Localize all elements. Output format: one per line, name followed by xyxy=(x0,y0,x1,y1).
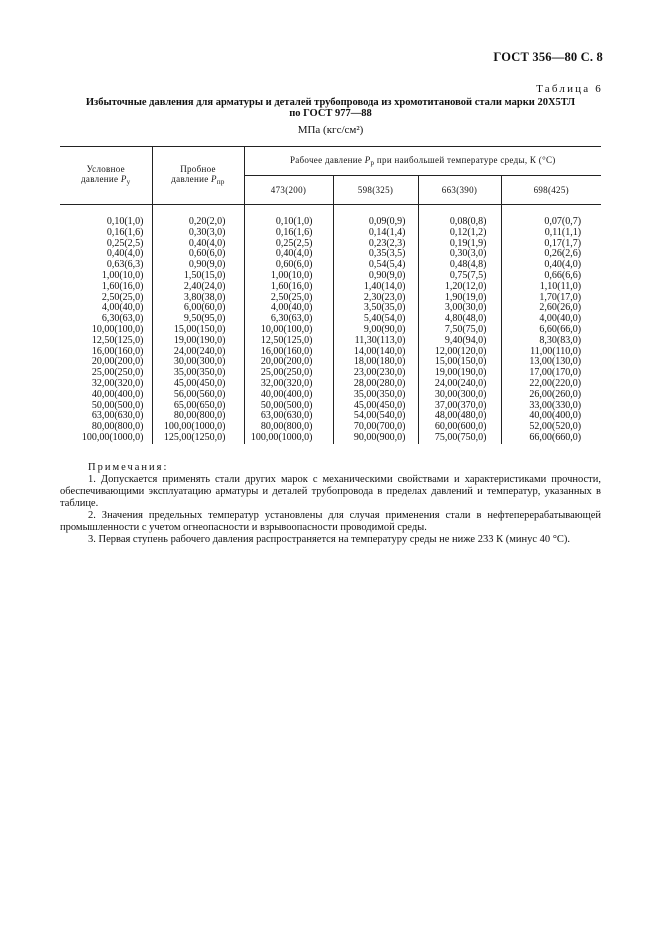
cell-nominal-pressure: 12,50(125,0) xyxy=(91,334,144,346)
cell-nominal-pressure: 4,00(40,0) xyxy=(101,302,144,314)
cell-working-pressure-663: 60,00(600,0) xyxy=(418,422,501,433)
cell-nominal-pressure: 40,00(400,0) xyxy=(91,388,144,400)
cell-working-pressure-473: 1,00(10,0) xyxy=(244,271,333,282)
cell-working-pressure-698: 40,00(400,0) xyxy=(501,411,601,422)
header-working-pressure-symbol: P xyxy=(364,154,371,165)
cell-test-pressure: 0,40(4,0) xyxy=(152,239,244,250)
cell-working-pressure-698: 52,00(520,0) xyxy=(501,422,601,433)
cell-working-pressure-698: 4,00(40,0) xyxy=(501,314,601,325)
cell-working-pressure-698: 6,60(66,0) xyxy=(501,325,601,336)
cell-test-pressure: 125,00(1250,0) xyxy=(152,433,244,444)
cell-working-pressure-473: 6,30(63,0) xyxy=(244,314,333,325)
cell-working-pressure-663: 1,90(19,0) xyxy=(418,293,501,304)
cell-nominal-pressure: 0,10(1,0) xyxy=(106,216,144,227)
cell-working-pressure-598: 14,00(140,0) xyxy=(333,347,418,358)
cell-test-pressure: 30,00(300,0) xyxy=(152,357,244,368)
cell-working-pressure-698: 0,26(2,6) xyxy=(501,249,601,260)
cell-working-pressure-473: 10,00(100,0) xyxy=(244,325,333,336)
header-temperature-3: 663(390) xyxy=(418,176,501,205)
cell-test-pressure: 3,80(38,0) xyxy=(152,293,244,304)
cell-test-pressure: 2,40(24,0) xyxy=(152,282,244,293)
page-header-standard: ГОСТ 356—80 С. 8 xyxy=(493,50,603,64)
cell-working-pressure-598: 23,00(230,0) xyxy=(333,368,418,379)
cell-working-pressure-473: 4,00(40,0) xyxy=(244,303,333,314)
cell-working-pressure-473: 0,40(4,0) xyxy=(244,249,333,260)
cell-working-pressure-473: 0,16(1,6) xyxy=(244,228,333,239)
table-title-line-2: по ГОСТ 977—88 xyxy=(289,108,372,119)
cell-nominal-pressure: 16,00(160,0) xyxy=(91,345,144,357)
cell-working-pressure-598: 0,54(5,4) xyxy=(333,260,418,271)
cell-test-pressure: 65,00(650,0) xyxy=(152,401,244,412)
cell-working-pressure-598: 3,50(35,0) xyxy=(333,303,418,314)
cell-working-pressure-698: 66,00(660,0) xyxy=(501,433,601,444)
cell-nominal-pressure: 6,30(63,0) xyxy=(101,313,144,325)
cell-working-pressure-663: 0,30(3,0) xyxy=(418,249,501,260)
cell-working-pressure-598: 1,40(14,0) xyxy=(333,282,418,293)
cell-working-pressure-663: 1,20(12,0) xyxy=(418,282,501,293)
cell-nominal-pressure: 20,00(200,0) xyxy=(91,356,144,368)
cell-working-pressure-598: 45,00(450,0) xyxy=(333,401,418,412)
table-row xyxy=(60,336,601,347)
cell-working-pressure-598: 2,30(23,0) xyxy=(333,293,418,304)
cell-working-pressure-663: 15,00(150,0) xyxy=(418,357,501,368)
cell-working-pressure-698: 33,00(330,0) xyxy=(501,401,601,412)
cell-working-pressure-473: 1,60(16,0) xyxy=(244,282,333,293)
cell-working-pressure-698: 13,00(130,0) xyxy=(501,357,601,368)
table-title-line-1: Избыточные давления для арматуры и деталей трубопровода из хромотитановой стали марки 20Х5ТЛ xyxy=(85,97,576,108)
table-header xyxy=(60,147,601,205)
cell-working-pressure-663: 3,00(30,0) xyxy=(418,303,501,314)
cell-nominal-pressure: 1,60(16,0) xyxy=(101,280,144,292)
cell-working-pressure-473: 63,00(630,0) xyxy=(244,411,333,422)
cell-working-pressure-663: 48,00(480,0) xyxy=(418,411,501,422)
cell-test-pressure: 6,00(60,0) xyxy=(152,303,244,314)
cell-nominal-pressure: 0,16(1,6) xyxy=(106,226,144,238)
header-nominal-pressure-symbol: P xyxy=(120,174,127,184)
cell-working-pressure-663: 0,12(1,2) xyxy=(418,228,501,239)
header-temperature-2: 598(325) xyxy=(333,176,418,205)
table-row xyxy=(60,390,601,401)
header-test-pressure-symbol: P xyxy=(211,174,217,184)
header-working-pressure xyxy=(244,147,601,176)
cell-working-pressure-598: 0,09(0,9) xyxy=(333,205,418,228)
cell-working-pressure-698: 11,00(110,0) xyxy=(501,347,601,358)
header-nominal-pressure-line-2: давление xyxy=(81,174,119,184)
note-item-2: 2. Значения предельных температур установлены для случая применения стали в нефтеперерабатывающей промышленности с учетом огнеопасности и взрывоопасности проводимой среды. xyxy=(60,510,601,533)
table-number: Таблица 6 xyxy=(536,83,603,95)
cell-working-pressure-663: 0,19(1,9) xyxy=(418,239,501,250)
cell-working-pressure-598: 0,23(2,3) xyxy=(333,239,418,250)
header-test-pressure-line-1: Пробное xyxy=(180,164,216,174)
cell-test-pressure: 1,50(15,0) xyxy=(152,271,244,282)
header-working-pressure-prefix: Рабочее давление xyxy=(289,154,363,165)
table-row xyxy=(60,228,601,239)
cell-nominal-pressure: 80,00(800,0) xyxy=(91,421,144,433)
header-working-pressure-suffix: при наибольшей температуре среды, К (°С) xyxy=(376,154,556,165)
table-row xyxy=(60,205,601,228)
cell-nominal-pressure: 0,25(2,5) xyxy=(106,237,144,249)
cell-working-pressure-473: 40,00(400,0) xyxy=(244,390,333,401)
cell-nominal-pressure: 25,00(250,0) xyxy=(91,367,144,379)
cell-test-pressure: 35,00(350,0) xyxy=(152,368,244,379)
cell-test-pressure: 9,50(95,0) xyxy=(152,314,244,325)
cell-working-pressure-663: 0,75(7,5) xyxy=(418,271,501,282)
header-test-pressure xyxy=(152,147,244,205)
cell-test-pressure: 15,00(150,0) xyxy=(152,325,244,336)
cell-working-pressure-598: 0,35(3,5) xyxy=(333,249,418,260)
header-nominal-pressure xyxy=(60,147,152,205)
cell-working-pressure-663: 24,00(240,0) xyxy=(418,379,501,390)
cell-test-pressure: 100,00(1000,0) xyxy=(152,422,244,433)
cell-working-pressure-598: 90,00(900,0) xyxy=(333,433,418,444)
cell-test-pressure: 24,00(240,0) xyxy=(152,347,244,358)
cell-working-pressure-473: 20,00(200,0) xyxy=(244,357,333,368)
cell-working-pressure-663: 0,08(0,8) xyxy=(418,205,501,228)
cell-nominal-pressure: 100,00(1000,0) xyxy=(81,431,144,443)
cell-working-pressure-598: 54,00(540,0) xyxy=(333,411,418,422)
cell-working-pressure-598: 28,00(280,0) xyxy=(333,379,418,390)
cell-working-pressure-663: 37,00(370,0) xyxy=(418,401,501,412)
header-nominal-pressure-subscript: у xyxy=(126,178,131,186)
cell-working-pressure-598: 0,14(1,4) xyxy=(333,228,418,239)
cell-working-pressure-698: 1,10(11,0) xyxy=(501,282,601,293)
cell-working-pressure-698: 17,00(170,0) xyxy=(501,368,601,379)
cell-working-pressure-598: 0,90(9,0) xyxy=(333,271,418,282)
cell-working-pressure-598: 35,00(350,0) xyxy=(333,390,418,401)
cell-working-pressure-663: 12,00(120,0) xyxy=(418,347,501,358)
cell-working-pressure-663: 30,00(300,0) xyxy=(418,390,501,401)
cell-working-pressure-698: 26,00(260,0) xyxy=(501,390,601,401)
note-item-1: 1. Допускается применять стали других марок с механическими свойствами и характеристиками прочности, обеспечивающими эксплуатацию арматуры и деталей трубопровода в пределах давлений и температур, указанных в таблице. xyxy=(60,474,601,509)
cell-working-pressure-598: 9,00(90,0) xyxy=(333,325,418,336)
cell-working-pressure-473: 25,00(250,0) xyxy=(244,368,333,379)
header-test-pressure-subscript: пр xyxy=(216,178,225,186)
cell-test-pressure: 80,00(800,0) xyxy=(152,411,244,422)
cell-working-pressure-698: 0,07(0,7) xyxy=(501,205,601,228)
cell-working-pressure-698: 22,00(220,0) xyxy=(501,379,601,390)
cell-working-pressure-598: 11,30(113,0) xyxy=(333,336,418,347)
cell-test-pressure: 56,00(560,0) xyxy=(152,390,244,401)
cell-working-pressure-698: 0,66(6,6) xyxy=(501,271,601,282)
table-row xyxy=(60,433,601,444)
cell-working-pressure-473: 0,10(1,0) xyxy=(244,205,333,228)
cell-working-pressure-598: 70,00(700,0) xyxy=(333,422,418,433)
cell-working-pressure-663: 0,48(4,8) xyxy=(418,260,501,271)
cell-working-pressure-598: 18,00(180,0) xyxy=(333,357,418,368)
cell-working-pressure-663: 7,50(75,0) xyxy=(418,325,501,336)
notes-heading: Примечания: xyxy=(88,462,169,473)
cell-working-pressure-663: 9,40(94,0) xyxy=(418,336,501,347)
cell-nominal-pressure: 0,40(4,0) xyxy=(106,248,144,260)
cell-nominal-pressure: 50,00(500,0) xyxy=(91,399,144,411)
cell-working-pressure-698: 0,40(4,0) xyxy=(501,260,601,271)
cell-nominal-pressure: 1,00(10,0) xyxy=(101,269,144,281)
cell-working-pressure-473: 80,00(800,0) xyxy=(244,422,333,433)
cell-test-pressure: 0,90(9,0) xyxy=(152,260,244,271)
cell-working-pressure-473: 2,50(25,0) xyxy=(244,293,333,304)
cell-nominal-pressure: 63,00(630,0) xyxy=(91,410,144,422)
cell-working-pressure-698: 2,60(26,0) xyxy=(501,303,601,314)
cell-nominal-pressure: 10,00(100,0) xyxy=(91,323,144,335)
cell-nominal-pressure: 32,00(320,0) xyxy=(91,377,144,389)
cell-test-pressure: 19,00(190,0) xyxy=(152,336,244,347)
cell-working-pressure-663: 75,00(750,0) xyxy=(418,433,501,444)
cell-test-pressure: 0,60(6,0) xyxy=(152,249,244,260)
header-nominal-pressure-line-1: Условное xyxy=(86,164,125,174)
header-test-pressure-line-2: давление xyxy=(171,174,209,184)
note-item-3: 3. Первая ступень рабочего давления распространяется на температуру среды не ниже 233 К (минус 40 °С). xyxy=(88,534,571,545)
table-title xyxy=(60,97,601,119)
cell-working-pressure-473: 50,00(500,0) xyxy=(244,401,333,412)
cell-working-pressure-473: 12,50(125,0) xyxy=(244,336,333,347)
header-temperature-1: 473(200) xyxy=(244,176,333,205)
table-units: МПа (кгс/см²) xyxy=(297,124,364,136)
cell-working-pressure-473: 16,00(160,0) xyxy=(244,347,333,358)
cell-working-pressure-663: 19,00(190,0) xyxy=(418,368,501,379)
cell-working-pressure-473: 0,60(6,0) xyxy=(244,260,333,271)
cell-working-pressure-473: 0,25(2,5) xyxy=(244,239,333,250)
pressure-table xyxy=(60,146,601,444)
header-temperature-4: 698(425) xyxy=(501,176,601,205)
cell-working-pressure-663: 4,80(48,0) xyxy=(418,314,501,325)
cell-nominal-pressure: 2,50(25,0) xyxy=(101,291,144,303)
cell-working-pressure-698: 8,30(83,0) xyxy=(501,336,601,347)
cell-working-pressure-698: 0,11(1,1) xyxy=(501,228,601,239)
table-body xyxy=(60,205,601,444)
cell-test-pressure: 45,00(450,0) xyxy=(152,379,244,390)
table-row xyxy=(60,282,601,293)
cell-working-pressure-598: 5,40(54,0) xyxy=(333,314,418,325)
cell-working-pressure-473: 100,00(1000,0) xyxy=(244,433,333,444)
cell-working-pressure-698: 1,70(17,0) xyxy=(501,293,601,304)
cell-working-pressure-473: 32,00(320,0) xyxy=(244,379,333,390)
cell-test-pressure: 0,20(2,0) xyxy=(152,205,244,228)
cell-nominal-pressure: 0,63(6,3) xyxy=(106,259,144,271)
cell-working-pressure-698: 0,17(1,7) xyxy=(501,239,601,250)
notes-section xyxy=(60,462,601,546)
cell-test-pressure: 0,30(3,0) xyxy=(152,228,244,239)
header-working-pressure-subscript: р xyxy=(370,158,375,167)
